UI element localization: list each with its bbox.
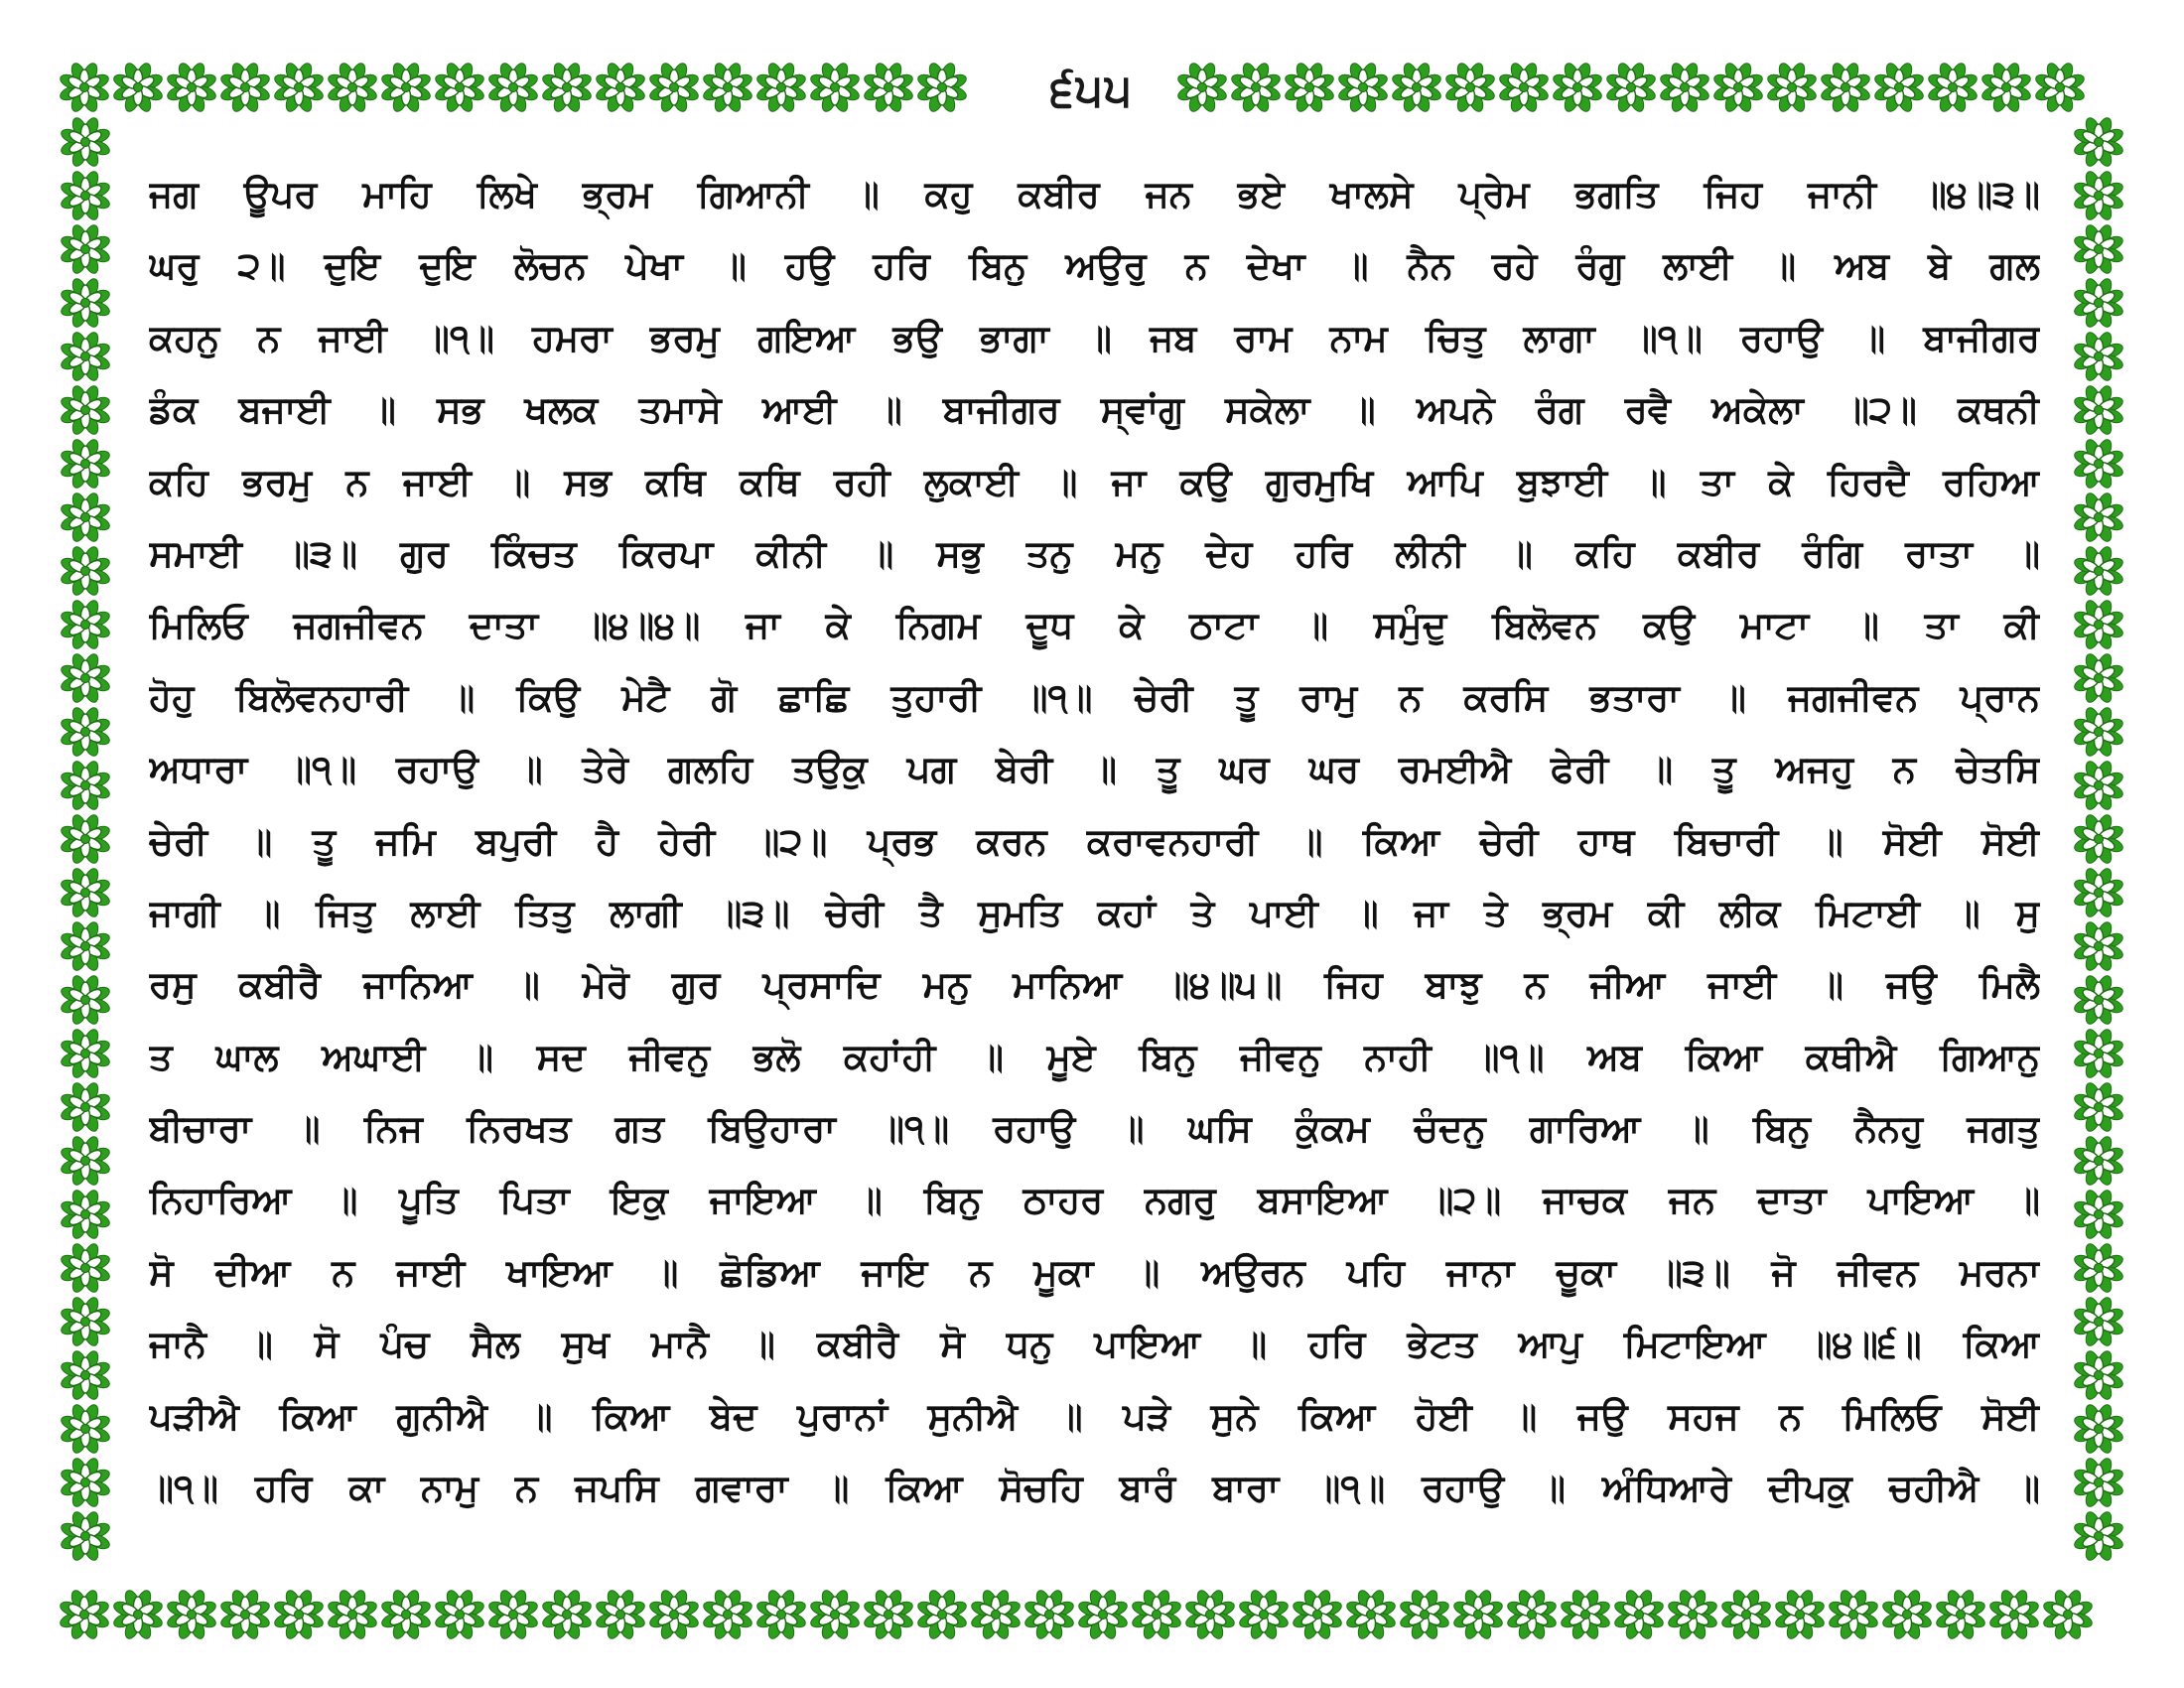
flower-icon	[754, 61, 808, 114]
flower-icon	[1666, 1588, 1719, 1641]
flower-icon	[2072, 919, 2125, 973]
text-line: ਸਮਾਈ ॥੩॥ ਗੁਰ ਕਿੰਚਤ ਕਿਰਪਾ ਕੀਨੀ ॥ ਸਭੁ ਤਨੁ ਮਨੁ ਦੇਹ ਹਰਿ ਲੀਨੀ ॥ ਕਹਿ ਕਬੀਰ ਰੰਗਿ ਰਾਤਾ ॥	[149, 531, 2040, 575]
flower-icon	[540, 61, 594, 114]
flower-icon	[1979, 61, 2033, 114]
flower-icon	[1283, 61, 1336, 114]
floral-border-top-right	[1175, 60, 2126, 115]
flower-icon	[1987, 1588, 2041, 1641]
flower-icon	[2072, 169, 2125, 222]
flower-icon	[59, 115, 112, 169]
flower-icon	[647, 61, 701, 114]
text-line: ॥੧॥ ਹਰਿ ਕਾ ਨਾਮੁ ਨ ਜਪਸਿ ਗਵਾਰਾ ॥ ਕਿਆ ਸੋਚਹਿ ਬਾਰੰ ਬਾਰਾ ॥੧॥ ਰਹਾਉ ॥ ਅੰਧਿਆਰੇ ਦੀਪਕੁ ਚਹੀਐ ॥	[149, 1467, 2040, 1510]
flower-icon	[2072, 1348, 2125, 1402]
flower-icon	[594, 61, 647, 114]
text-line: ਨਿਹਾਰਿਆ ॥ ਪੂਤਿ ਪਿਤਾ ਇਕੁ ਜਾਇਆ ॥ ਬਿਨੁ ਠਾਹਰ ਨਗਰੁ ਬਸਾਇਆ ॥੨॥ ਜਾਚਕ ਜਨ ਦਾਤਾ ਪਾਇਆ ॥	[149, 1179, 2040, 1222]
flower-icon	[2072, 1188, 2125, 1241]
flower-icon	[1130, 1588, 1183, 1641]
flower-icon	[1604, 61, 1658, 114]
flower-icon	[1398, 1588, 1451, 1641]
text-line: ਬੀਚਾਰਾ ॥ ਨਿਜ ਨਿਰਖਤ ਗਤ ਬਿਉਹਾਰਾ ॥੧॥ ਰਹਾਉ ॥ ਘਸਿ ਕੁੰਕਮ ਚੰਦਨੁ ਗਾਰਿਆ ॥ ਬਿਨੁ ਨੈਨਹੁ ਜਗਤੁ	[149, 1107, 2040, 1151]
text-line: ਸੋ ਦੀਆ ਨ ਜਾਈ ਖਾਇਆ ॥ ਛੋਡਿਆ ਜਾਇ ਨ ਮੂਕਾ ॥ ਅਉਰਨ ਪਹਿ ਜਾਨਾ ਚੂਕਾ ॥੩॥ ਜੋ ਜੀਵਨ ਮਰਨਾ	[149, 1250, 2040, 1294]
flower-icon	[1443, 61, 1497, 114]
flower-icon	[59, 1456, 112, 1509]
flower-icon	[2072, 1509, 2125, 1563]
flower-icon	[1229, 61, 1283, 114]
flower-icon	[2072, 330, 2125, 383]
flower-icon	[969, 1588, 1023, 1641]
flower-icon	[540, 1588, 594, 1641]
flower-icon	[59, 1295, 112, 1348]
flower-icon	[1711, 61, 1765, 114]
flower-icon	[1559, 1588, 1612, 1641]
flower-icon	[218, 1588, 272, 1641]
flower-icon	[486, 1588, 540, 1641]
flower-icon	[59, 169, 112, 222]
flower-icon	[1183, 1588, 1237, 1641]
flower-icon	[218, 61, 272, 114]
text-line: ਹੋਹੁ ਬਿਲੋਵਨਹਾਰੀ ॥ ਕਿਉ ਮੇਟੈ ਗੋ ਛਾਛਿ ਤੁਹਾਰੀ ॥੧॥ ਚੇਰੀ ਤੂ ਰਾਮੁ ਨ ਕਰਸਿ ਭਤਾਰਾ ॥ ਜਗਜੀਵਨ ਪ੍ਰਾਨ	[149, 675, 2040, 719]
text-line: ਪੜੀਐ ਕਿਆ ਗੁਨੀਐ ॥ ਕਿਆ ਬੇਦ ਪੁਰਾਨਾਂ ਸੁਨੀਐ ॥ ਪੜੇ ਸੁਨੇ ਕਿਆ ਹੋਈ ॥ ਜਉ ਸਹਜ ਨ ਮਿਲਿਓ ਸੋਈ	[149, 1394, 2040, 1438]
flower-icon	[2072, 812, 2125, 866]
flower-icon	[2072, 115, 2125, 169]
flower-icon	[59, 598, 112, 651]
flower-icon	[165, 1588, 218, 1641]
flower-icon	[2072, 1295, 2125, 1348]
flower-icon	[59, 1080, 112, 1134]
flower-icon	[915, 1588, 969, 1641]
flower-icon	[1827, 1588, 1880, 1641]
flower-icon	[1926, 61, 1979, 114]
flower-icon	[862, 61, 915, 114]
text-line: ਤ ਘਾਲ ਅਘਾਈ ॥ ਸਦ ਜੀਵਨੁ ਭਲੋ ਕਹਾਂਹੀ ॥ ਮੂਏ ਬਿਨੁ ਜੀਵਨੁ ਨਾਹੀ ॥੧॥ ਅਬ ਕਿਆ ਕਥੀਐ ਗਿਆਨੁ	[149, 1035, 2040, 1078]
flower-icon	[59, 705, 112, 759]
flower-icon	[2072, 705, 2125, 759]
flower-icon	[1719, 1588, 1773, 1641]
flower-icon	[2072, 491, 2125, 544]
flower-icon	[2072, 759, 2125, 812]
flower-icon	[2072, 437, 2125, 491]
flower-icon	[1023, 1588, 1076, 1641]
flower-icon	[2072, 1402, 2125, 1456]
flower-icon	[1175, 61, 1229, 114]
floral-border-bottom	[58, 1587, 2126, 1642]
flower-icon	[594, 1588, 647, 1641]
flower-icon	[2041, 1588, 2095, 1641]
flower-icon	[701, 61, 754, 114]
flower-icon	[59, 651, 112, 705]
flower-icon	[59, 1348, 112, 1402]
flower-icon	[1344, 1588, 1398, 1641]
flower-icon	[59, 544, 112, 598]
flower-icon	[58, 1588, 111, 1641]
flower-icon	[433, 61, 486, 114]
flower-icon	[2072, 1027, 2125, 1080]
text-line: ਰਸੁ ਕਬੀਰੈ ਜਾਨਿਆ ॥ ਮੇਰੋ ਗੁਰ ਪ੍ਰਸਾਦਿ ਮਨੁ ਮਾਨਿਆ ॥੪॥੫॥ ਜਿਹ ਬਾਝੁ ਨ ਜੀਆ ਜਾਈ ॥ ਜਉ ਮਿਲੈ	[149, 963, 2040, 1007]
text-line: ਕਹਨੁ ਨ ਜਾਈ ॥੧॥ ਹਮਰਾ ਭਰਮੁ ਗਇਆ ਭਉ ਭਾਗਾ ॥ ਜਬ ਰਾਮ ਨਾਮ ਚਿਤੁ ਲਾਗਾ ॥੧॥ ਰਹਾਉ ॥ ਬਾਜੀਗਰ	[149, 316, 2040, 359]
flower-icon	[647, 1588, 701, 1641]
flower-icon	[59, 1402, 112, 1456]
gurbani-text	[149, 159, 2040, 1524]
flower-icon	[2072, 1241, 2125, 1295]
flower-icon	[58, 61, 111, 114]
text-line: ਜਗ ਊਪਰ ਮਾਹਿ ਲਿਖੇ ਭ੍ਰਮ ਗਿਆਨੀ ॥ ਕਹੁ ਕਬੀਰ ਜਨ ਭਏ ਖਾਲਸੇ ਪ੍ਰੇਮ ਭਗਤਿ ਜਿਹ ਜਾਨੀ ॥੪॥੩॥	[149, 173, 2040, 215]
flower-icon	[1076, 1588, 1130, 1641]
flower-icon	[754, 1588, 808, 1641]
flower-icon	[1872, 61, 1926, 114]
flower-icon	[59, 759, 112, 812]
flower-icon	[2072, 276, 2125, 330]
flower-icon	[808, 61, 862, 114]
flower-icon	[1658, 61, 1711, 114]
text-line: ਅਧਾਰਾ ॥੧॥ ਰਹਾਉ ॥ ਤੇਰੇ ਗਲਹਿ ਤਉਕੁ ਪਗ ਬੇਰੀ ॥ ਤੂ ਘਰ ਘਰ ਰਮਈਐ ਫੇਰੀ ॥ ਤੂ ਅਜਹੁ ਨ ਚੇਤਸਿ	[149, 748, 2040, 791]
flower-icon	[59, 973, 112, 1027]
flower-icon	[165, 61, 218, 114]
flower-icon	[59, 491, 112, 544]
flower-icon	[59, 330, 112, 383]
flower-icon	[1551, 61, 1604, 114]
flower-icon	[1336, 61, 1390, 114]
flower-icon	[2072, 544, 2125, 598]
flower-icon	[1505, 1588, 1559, 1641]
flower-icon	[1880, 1588, 1934, 1641]
flower-icon	[59, 276, 112, 330]
flower-icon	[59, 812, 112, 866]
flower-icon	[701, 1588, 754, 1641]
flower-icon	[59, 1134, 112, 1188]
floral-border-right	[2071, 115, 2126, 1587]
text-line: ਘਰੁ ੨॥ ਦੁਇ ਦੁਇ ਲੋਚਨ ਪੇਖਾ ॥ ਹਉ ਹਰਿ ਬਿਨੁ ਅਉਰੁ ਨ ਦੇਖਾ ॥ ਨੈਨ ਰਹੇ ਰੰਗੁ ਲਾਈ ॥ ਅਬ ਬੇ ਗਲ	[149, 244, 2040, 288]
floral-border-top-left	[58, 60, 1001, 115]
flower-icon	[1497, 61, 1551, 114]
flower-icon	[59, 1509, 112, 1563]
flower-icon	[2072, 222, 2125, 276]
flower-icon	[2072, 598, 2125, 651]
flower-icon	[1237, 1588, 1291, 1641]
flower-icon	[59, 866, 112, 919]
flower-icon	[1765, 61, 1819, 114]
flower-icon	[2072, 866, 2125, 919]
flower-icon	[111, 61, 165, 114]
text-line: ਜਾਨੈ ॥ ਸੋ ਪੰਚ ਸੈਲ ਸੁਖ ਮਾਨੈ ॥ ਕਬੀਰੈ ਸੋ ਧਨੁ ਪਾਇਆ ॥ ਹਰਿ ਭੇਟਤ ਆਪੁ ਮਿਟਾਇਆ ॥੪॥੬॥ ਕਿਆ	[149, 1323, 2040, 1366]
text-line: ਚੇਰੀ ॥ ਤੂ ਜਮਿ ਬਪੁਰੀ ਹੈ ਹੇਰੀ ॥੨॥ ਪ੍ਰਭ ਕਰਨ ਕਰਾਵਨਹਾਰੀ ॥ ਕਿਆ ਚੇਰੀ ਹਾਥ ਬਿਚਾਰੀ ॥ ਸੋਈ ਸੋਈ	[149, 819, 2040, 863]
flower-icon	[433, 1588, 486, 1641]
flower-icon	[59, 1027, 112, 1080]
flower-icon	[1773, 1588, 1827, 1641]
flower-icon	[272, 61, 326, 114]
flower-icon	[1390, 61, 1443, 114]
flower-icon	[915, 61, 969, 114]
flower-icon	[2033, 61, 2087, 114]
flower-icon	[2072, 1456, 2125, 1509]
flower-icon	[862, 1588, 915, 1641]
flower-icon	[1451, 1588, 1505, 1641]
flower-icon	[59, 222, 112, 276]
flower-icon	[1934, 1588, 1987, 1641]
flower-icon	[1291, 1588, 1344, 1641]
flower-icon	[2072, 1134, 2125, 1188]
flower-icon	[59, 437, 112, 491]
flower-icon	[59, 383, 112, 437]
flower-icon	[486, 61, 540, 114]
floral-border-left	[58, 115, 113, 1587]
flower-icon	[2072, 651, 2125, 705]
flower-icon	[326, 61, 379, 114]
flower-icon	[379, 61, 433, 114]
flower-icon	[111, 1588, 165, 1641]
flower-icon	[1819, 61, 1872, 114]
flower-icon	[2072, 383, 2125, 437]
flower-icon	[2072, 973, 2125, 1027]
flower-icon	[2072, 1080, 2125, 1134]
flower-icon	[59, 1241, 112, 1295]
flower-icon	[59, 919, 112, 973]
text-line: ਕਹਿ ਭਰਮੁ ਨ ਜਾਈ ॥ ਸਭ ਕਥਿ ਕਥਿ ਰਹੀ ਲੁਕਾਈ ॥ ਜਾ ਕਉ ਗੁਰਮੁਖਿ ਆਪਿ ਬੁਝਾਈ ॥ ਤਾ ਕੇ ਹਿਰਦੈ ਰਹਿਆ	[149, 460, 2040, 503]
page-number: ੬੫੫	[1050, 63, 1134, 116]
flower-icon	[59, 1188, 112, 1241]
text-line: ਮਿਲਿਓ ਜਗਜੀਵਨ ਦਾਤਾ ॥੪॥੪॥ ਜਾ ਕੇ ਨਿਗਮ ਦੂਧ ਕੇ ਠਾਟਾ ॥ ਸਮੁੰਦੁ ਬਿਲੋਵਨ ਕਉ ਮਾਟਾ ॥ ਤਾ ਕੀ	[149, 604, 2040, 647]
flower-icon	[272, 1588, 326, 1641]
flower-icon	[808, 1588, 862, 1641]
flower-icon	[1612, 1588, 1666, 1641]
flower-icon	[379, 1588, 433, 1641]
text-line: ਡੰਕ ਬਜਾਈ ॥ ਸਭ ਖਲਕ ਤਮਾਸੇ ਆਈ ॥ ਬਾਜੀਗਰ ਸ੍ਵਾਂਗੁ ਸਕੇਲਾ ॥ ਅਪਨੇ ਰੰਗ ਰਵੈ ਅਕੇਲਾ ॥੨॥ ਕਥਨੀ	[149, 388, 2040, 432]
text-line: ਜਾਗੀ ॥ ਜਿਤੁ ਲਾਈ ਤਿਤੁ ਲਾਗੀ ॥੩॥ ਚੇਰੀ ਤੈ ਸੁਮਤਿ ਕਹਾਂ ਤੇ ਪਾਈ ॥ ਜਾ ਤੇ ਭ੍ਰਮ ਕੀ ਲੀਕ ਮਿਟਾਈ ॥ ਸੁ	[149, 891, 2040, 934]
flower-icon	[326, 1588, 379, 1641]
